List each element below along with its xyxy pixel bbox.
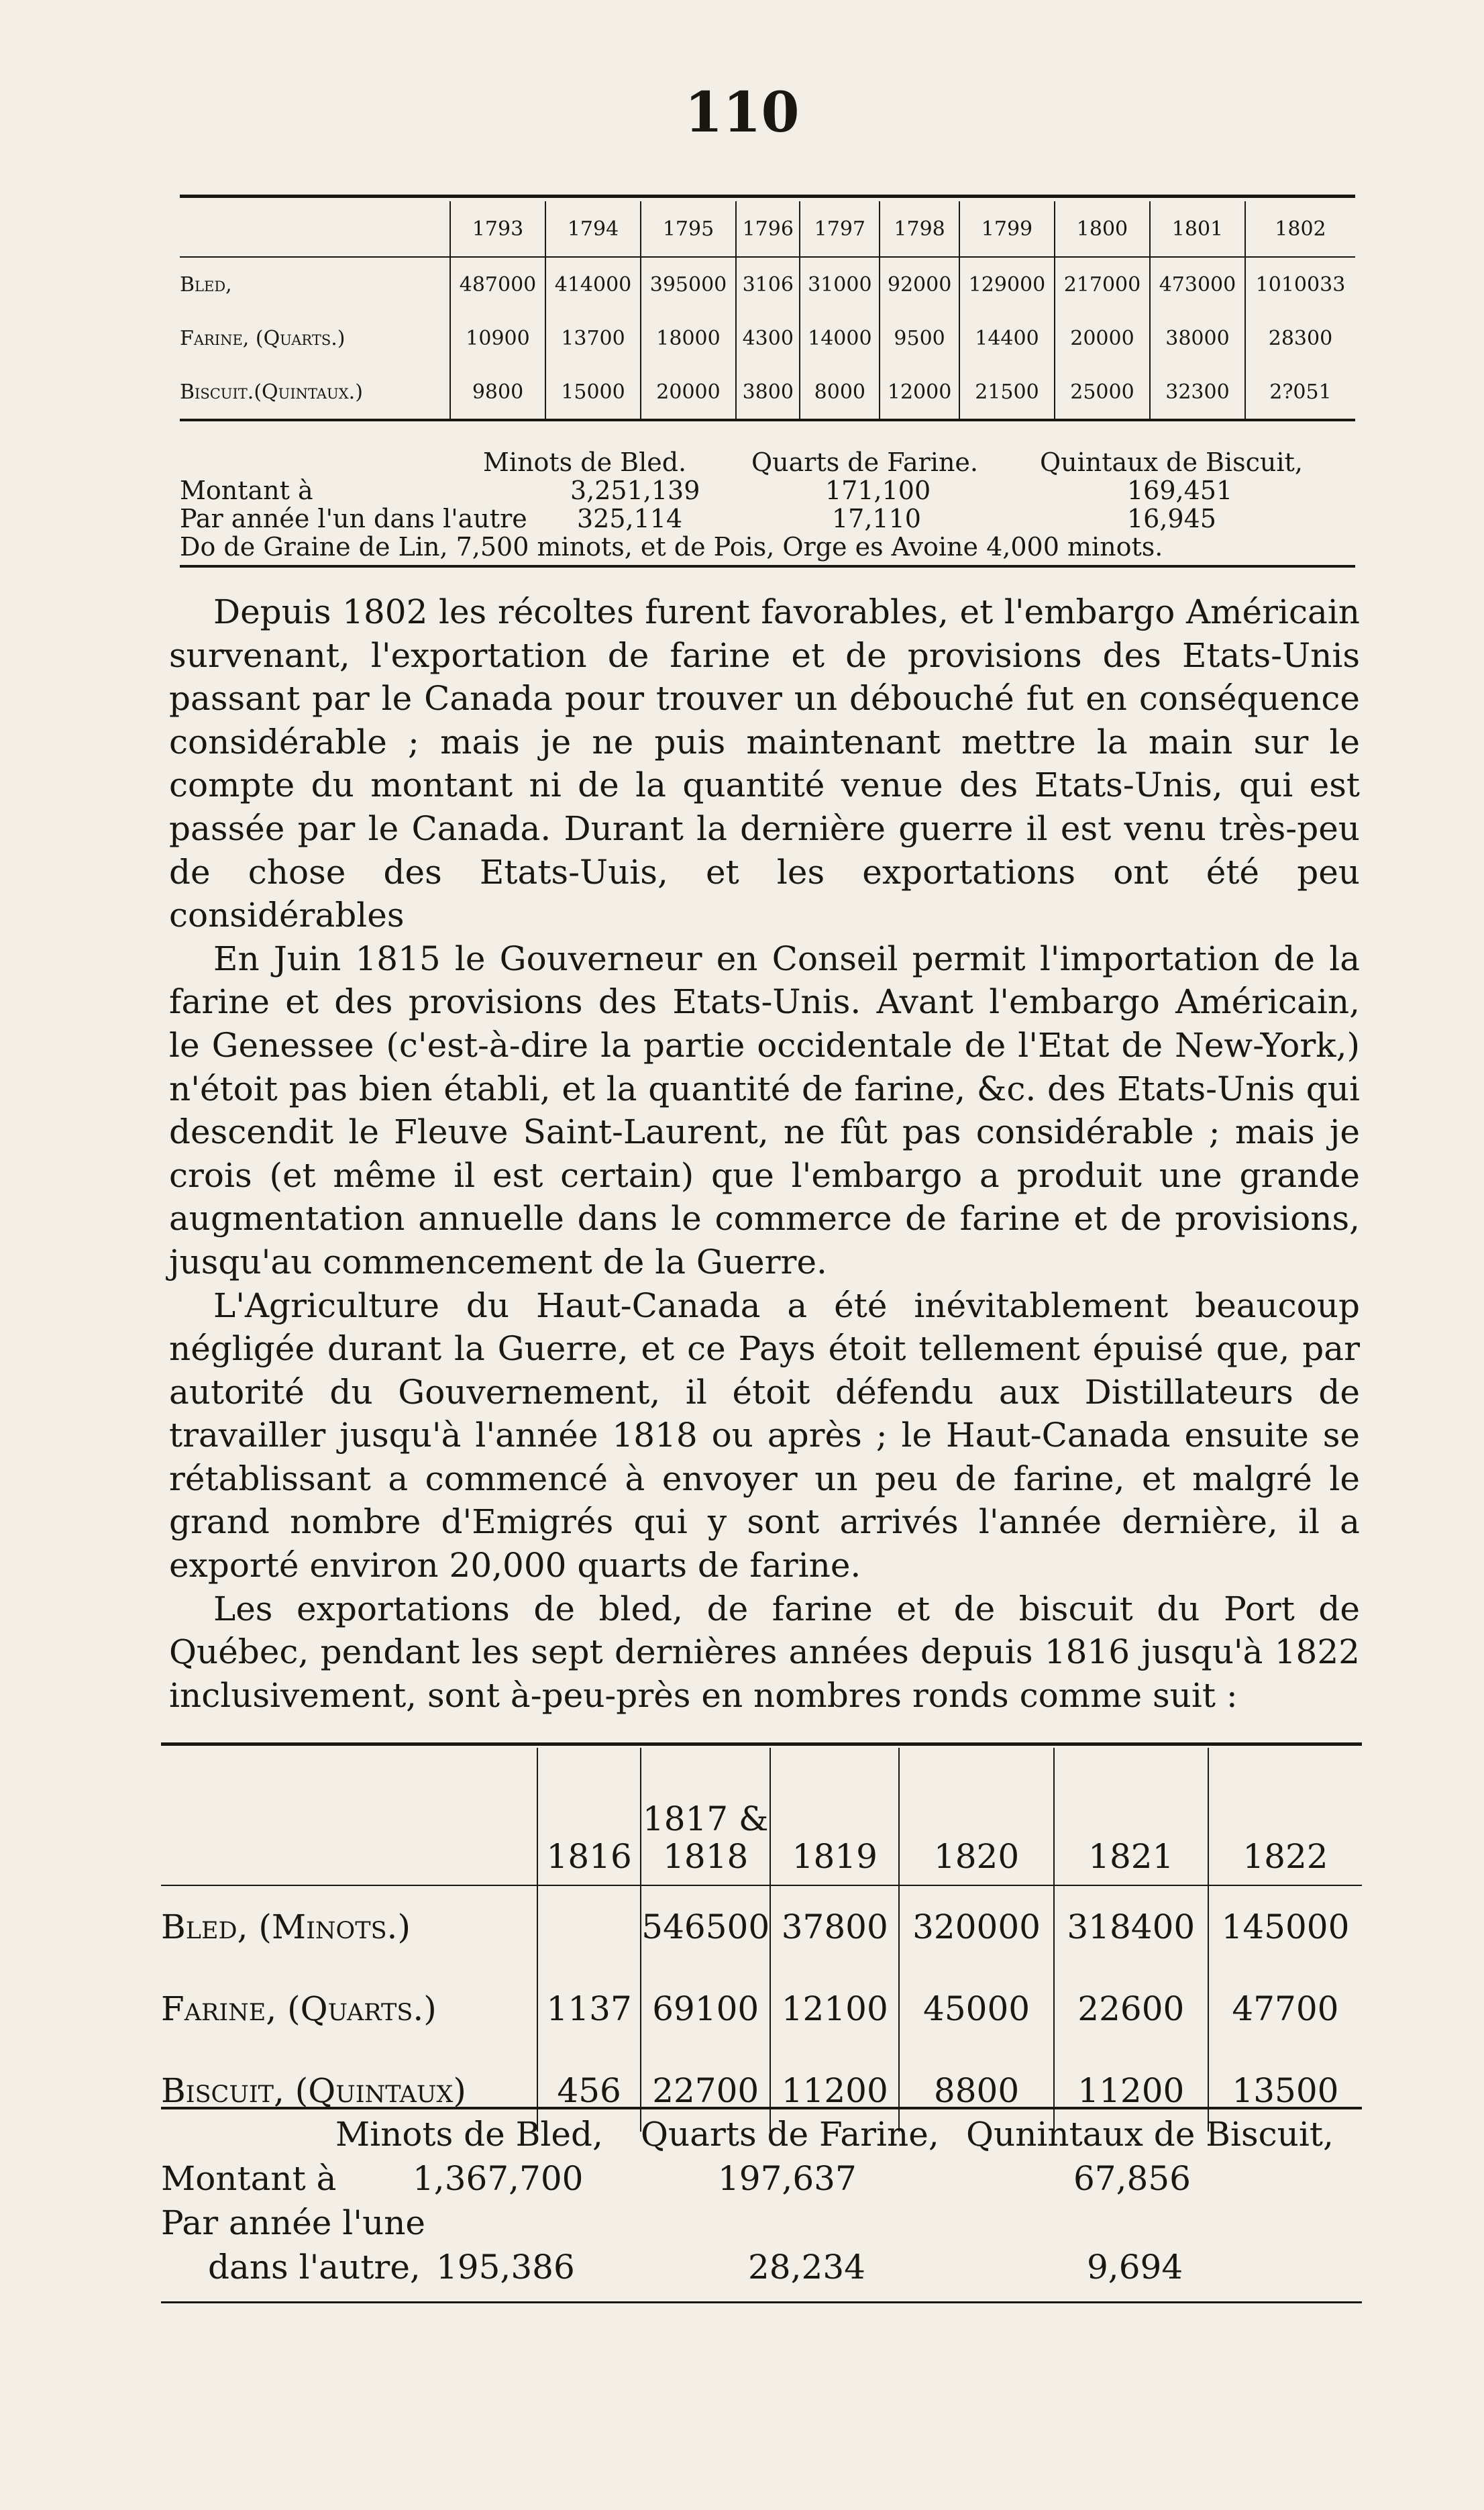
table-row [180,365,1355,419]
table-cell: 92000 [880,257,959,311]
summary1-lin-line: Do de Graine de Lin, 7,500 minots, et de Pois, Orge es Avoine 4,000 minots. [180,532,1163,562]
table1-year-header: 1796 [736,201,800,257]
summary2-header-row [161,2112,1362,2156]
table2-year-header: 1816 [537,1748,641,1885]
table1-year-header: 1802 [1245,201,1355,257]
table-cell: 13700 [545,311,641,365]
summary1-par-annee-biscuit: 16,945 [1127,504,1216,533]
table-cell: 14400 [959,311,1055,365]
table2-year-header: 1817 & 1818 [641,1748,770,1885]
table2-year-header: 1821 [1054,1748,1208,1885]
table-cell: 9800 [450,365,545,419]
table-cell: 414000 [545,257,641,311]
summary-block-1 [180,448,1355,561]
summary2-header-farine: Quarts de Farine, [641,2115,939,2154]
exports-table-1816-1822 [161,1748,1362,2132]
table-cell: 12100 [770,1968,899,2050]
table-cell: 13500 [1208,2050,1362,2132]
row-label: Biscuit.(Quintaux.) [180,380,363,404]
table1-year-header: 1800 [1055,201,1150,257]
table1-corner [180,201,450,257]
paragraph: Les exportations de bled, de farine et de biscuit du Port de Québec, pendant les sept dernières années depuis 1816 jusqu'à 1822 inclusivement, sont à-peu-près en nombres ronds comme suit : [169,1589,1360,1715]
table-cell: 1137 [537,1968,641,2050]
table-cell: 217000 [1055,257,1150,311]
summary1-header-farine: Quarts de Farine. [751,448,978,477]
table-cell: 32300 [1150,365,1245,419]
table-cell: 20000 [641,365,736,419]
table-cell: 8000 [800,365,880,419]
summary-block-2 [161,2112,1362,2289]
table1-header-row [180,201,1355,257]
page-number: 110 [684,81,800,145]
table-cell: 45000 [899,1968,1053,2050]
top-rule [180,195,1355,198]
table-cell: 18000 [641,311,736,365]
summary1-montant-label: Montant à [180,476,313,505]
table-cell: 31000 [800,257,880,311]
table-cell: 318400 [1054,1885,1208,1968]
summary1-montant-row [180,476,1355,505]
table-cell: 11200 [1054,2050,1208,2132]
table-row [180,257,1355,311]
table-cell: 15000 [545,365,641,419]
row-label: Farine, (Quarts.) [161,1989,437,2028]
summary2-montant-farine: 197,637 [718,2159,857,2198]
table2-year-header: 1822 [1208,1748,1362,1885]
table-cell: 22700 [641,2050,770,2132]
table2-corner [161,1748,537,1885]
table-cell: 3800 [736,365,800,419]
summary2-montant-label: Montant à [161,2159,337,2198]
paragraph: L'Agriculture du Haut-Canada a été inévitablement beaucoup négligée durant la Guerre, et ce Pays étoit tellement épuisé que, par autorité du Gouvernement, il étoit défendu aux Distillateurs de travailler jusqu'à l'année 1818 ou après ; le Haut-Canada ensuite se rétablissant a commencé à envoyer un peu de farine, et malgré le grand nombre d'Emigrés qui y sont arrivés l'année dernière, il a exporté environ 20,000 quarts de farine. [169,1286,1360,1585]
table1-year-header: 1798 [880,201,959,257]
row-label: Biscuit, (Quintaux) [161,2071,466,2110]
table-cell: 10900 [450,311,545,365]
table-cell: 487000 [450,257,545,311]
table-cell: 1010033 [1245,257,1355,311]
table2-header-row [161,1748,1362,1885]
exports-table-1793-1802 [180,201,1355,419]
paragraph: En Juin 1815 le Gouverneur en Conseil permit l'importation de la farine et des provisions des Etats-Unis. Avant l'embargo Américain, le Genessee (c'est-à-dire la partie occidentale de l'Etat de New-York,) n'étoit pas bien établi, et la quantité de farine, &c. des Etats-Unis qui descendit le Fleuve Saint-Laurent, ne fût pas considérable ; mais je crois (et même il est certain) que l'embargo a produit une grande augmentation annuelle dans le commerce de farine et de provisions, jusqu'au commencement de la Guerre. [169,939,1360,1282]
table2-top-rule [161,1742,1362,1746]
table1-year-header: 1793 [450,201,545,257]
summary1-header-bled: Minots de Bled. [483,448,687,477]
table-cell: 2?051 [1245,365,1355,419]
table-cell: 145000 [1208,1885,1362,1968]
table1-year-header: 1801 [1150,201,1245,257]
table1-year-header: 1795 [641,201,736,257]
summary1-bottom-rule [180,565,1355,568]
summary1-par-annee-row [180,505,1355,533]
summary2-header-biscuit: Qunintaux de Biscuit, [966,2115,1334,2154]
summary2-par-annee-bled: 195,386 [436,2248,575,2287]
summary2-bottom-rule [161,2301,1362,2303]
summary2-montant-row [161,2156,1362,2201]
table-cell: 546500 [641,1885,770,1968]
summary2-montant-biscuit: 67,856 [1073,2159,1191,2198]
table1-year-header: 1797 [800,201,880,257]
summary1-header-biscuit: Quintaux de Biscuit, [1040,448,1303,477]
table-cell: 14000 [800,311,880,365]
table1-year-header: 1799 [959,201,1055,257]
table-cell: 8800 [899,2050,1053,2132]
table-cell: 3106 [736,257,800,311]
row-label: Bled, [180,272,232,297]
row-label: Farine, (Quarts.) [180,326,346,350]
summary1-montant-farine: 171,100 [825,476,931,505]
table-cell: 21500 [959,365,1055,419]
summary2-par-annee-row2 [161,2245,1362,2289]
summary1-lin-row [180,533,1355,561]
table-cell: 11200 [770,2050,899,2132]
table-cell: 28300 [1245,311,1355,365]
table-cell: 9500 [880,311,959,365]
summary1-montant-biscuit: 169,451 [1127,476,1233,505]
table-cell: 38000 [1150,311,1245,365]
table-cell: 47700 [1208,1968,1362,2050]
table-row [161,1885,1362,1968]
table-cell: 20000 [1055,311,1150,365]
summary2-par-annee-farine: 28,234 [748,2248,865,2287]
summary2-header-bled: Minots de Bled, [335,2115,603,2154]
body-text [169,590,1360,1717]
paragraph: Depuis 1802 les récoltes furent favorables, et l'embargo Américain survenant, l'exportation de farine et de provisions des Etats-Unis passant par le Canada pour trouver un débouché fut en conséquence considérable ; mais je ne puis maintenant mettre la main sur le compte du montant ni de la quantité venue des Etats-Unis, qui est passée par le Canada. Durant la dernière guerre il est venu très-peu de chose des Etats-Uuis, et les exportations ont été peu considérables [169,592,1360,935]
table-cell: 395000 [641,257,736,311]
table-row [161,1968,1362,2050]
table-cell: 456 [537,2050,641,2132]
summary2-par-annee-row1 [161,2201,1362,2245]
table2-year-header: 1819 [770,1748,899,1885]
table-cell: 473000 [1150,257,1245,311]
summary1-par-annee-farine: 17,110 [832,504,921,533]
summary1-par-annee-label: Par année l'un dans l'autre [180,504,527,533]
table1-year-header: 1794 [545,201,641,257]
summary2-par-annee-biscuit: 9,694 [1087,2248,1183,2287]
table-cell: 12000 [880,365,959,419]
table2-year-header: 1820 [899,1748,1053,1885]
summary1-header-row [180,448,1355,476]
row-label: Bled, (Minots.) [161,1907,411,1946]
summary1-par-annee-bled: 325,114 [577,504,683,533]
table-cell: 69100 [641,1968,770,2050]
summary2-par-annee-line1: Par année l'une [161,2203,426,2242]
summary2-montant-bled: 1,367,700 [413,2159,584,2198]
table1-bottom-rule [180,419,1355,421]
table-cell: 320000 [899,1885,1053,1968]
table-cell [537,1885,641,1968]
table-cell: 37800 [770,1885,899,1968]
table-cell: 22600 [1054,1968,1208,2050]
table-cell: 129000 [959,257,1055,311]
table-row [180,311,1355,365]
table-cell: 25000 [1055,365,1150,419]
summary2-par-annee-label: dans l'autre, [208,2248,421,2287]
table-cell: 4300 [736,311,800,365]
summary1-montant-bled: 3,251,139 [570,476,700,505]
